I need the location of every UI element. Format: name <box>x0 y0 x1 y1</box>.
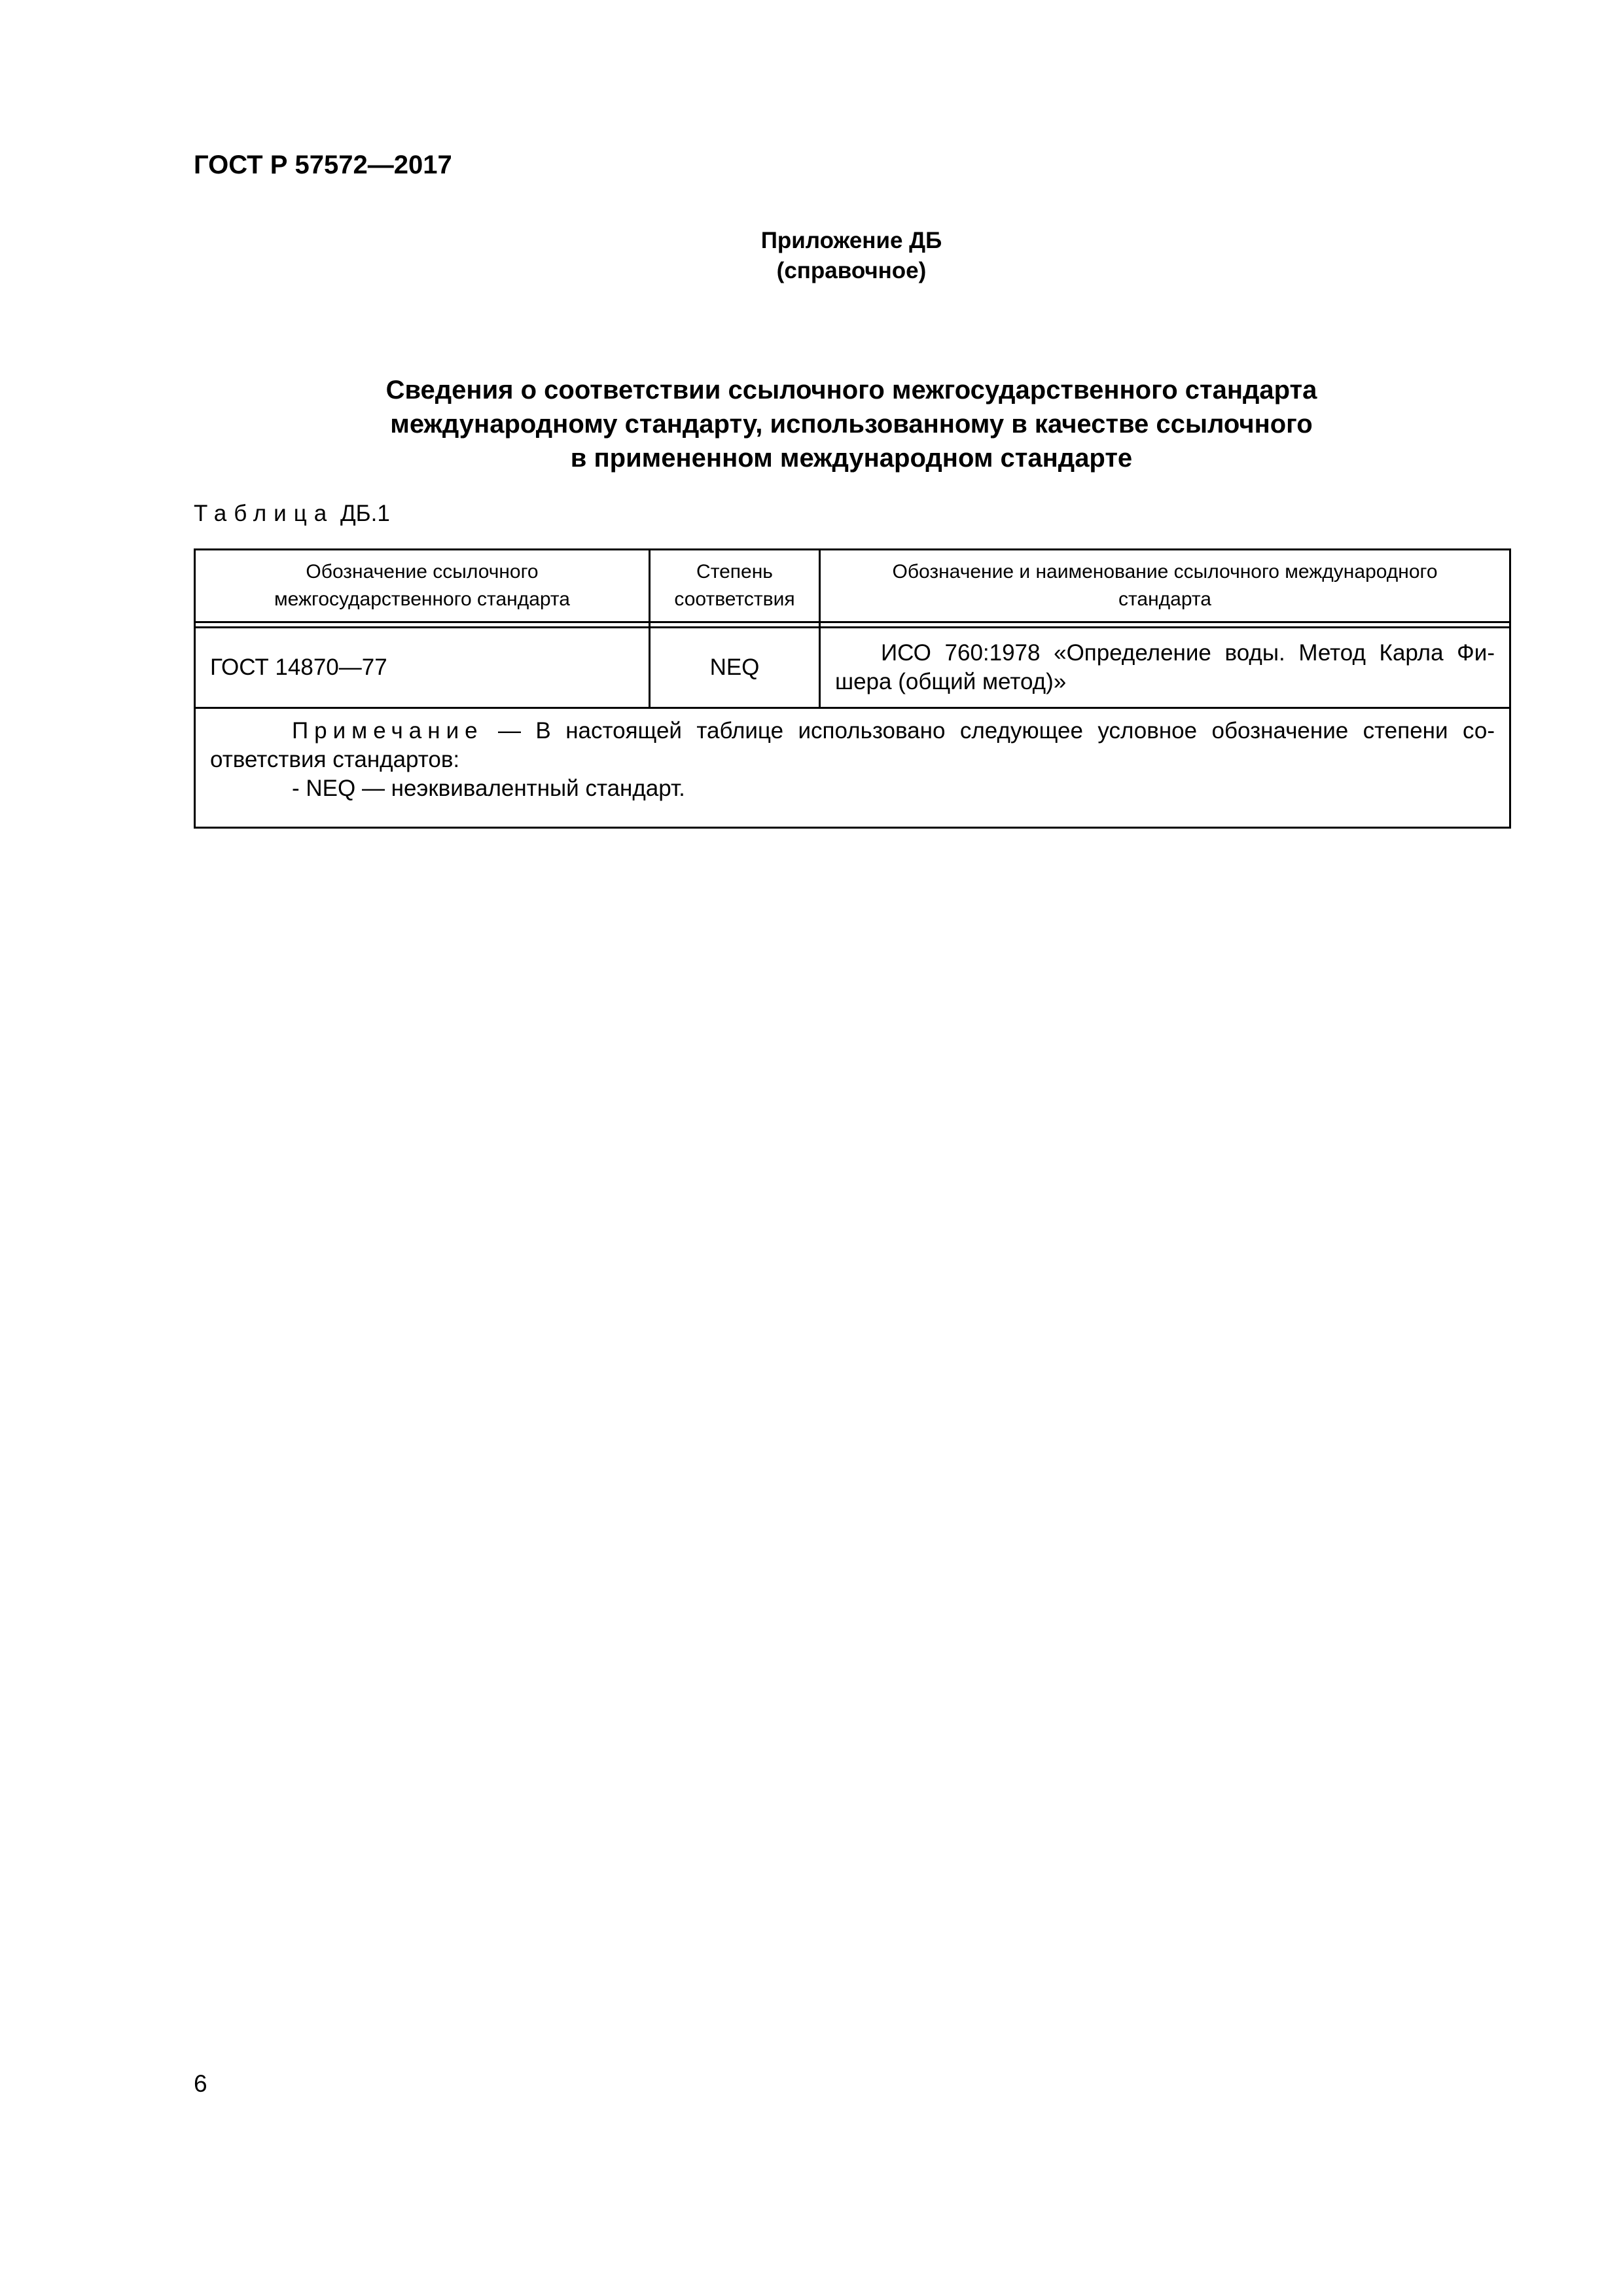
section-title-line: в примененном международном стандарте <box>570 444 1133 473</box>
table-note <box>195 708 1510 828</box>
cell-international: ИСО 760:1978 «Определение воды. Метод Карла Фи- шера (общий метод)» <box>820 628 1510 708</box>
document-code: ГОСТ Р 57572—2017 <box>194 151 452 179</box>
section-title-line: Сведения о соответствии ссылочного межгосударственного стандарта <box>385 376 1317 404</box>
note-text-continued: ответствия стандартов: <box>210 747 460 772</box>
header-cell-degree: Степень соответствия <box>650 550 820 622</box>
appendix-heading <box>194 226 1509 286</box>
section-title <box>194 373 1509 475</box>
note-list-item: - NEQ — неэквивалентный стандарт. <box>292 776 685 801</box>
table-header-row <box>195 550 1510 622</box>
appendix-kind: (справочное) <box>776 258 927 283</box>
page-number: 6 <box>194 2070 207 2097</box>
table-caption-number: ДБ.1 <box>340 501 390 526</box>
cell-standard: ГОСТ 14870—77 <box>195 628 650 708</box>
appendix-title: Приложение ДБ <box>760 228 942 253</box>
table-caption-word: Таблица <box>194 501 334 526</box>
header-cell-international: Обозначение и наименование ссылочного международного стандарта <box>820 550 1510 622</box>
table-row <box>195 628 1510 708</box>
note-text: — В настоящей таблице использовано следующее условное обозначение степени со- <box>483 718 1495 744</box>
correspondence-table <box>194 548 1511 829</box>
cell-degree: NEQ <box>650 628 820 708</box>
table-note-row <box>195 708 1510 828</box>
table-caption <box>194 499 390 528</box>
table-separator <box>195 622 1510 628</box>
section-title-line: международному стандарту, использованному в качестве ссылочного <box>390 410 1313 439</box>
header-cell-standard: Обозначение ссылочного межгосударственного стандарта <box>195 550 650 622</box>
note-label: Примечание <box>292 718 484 744</box>
